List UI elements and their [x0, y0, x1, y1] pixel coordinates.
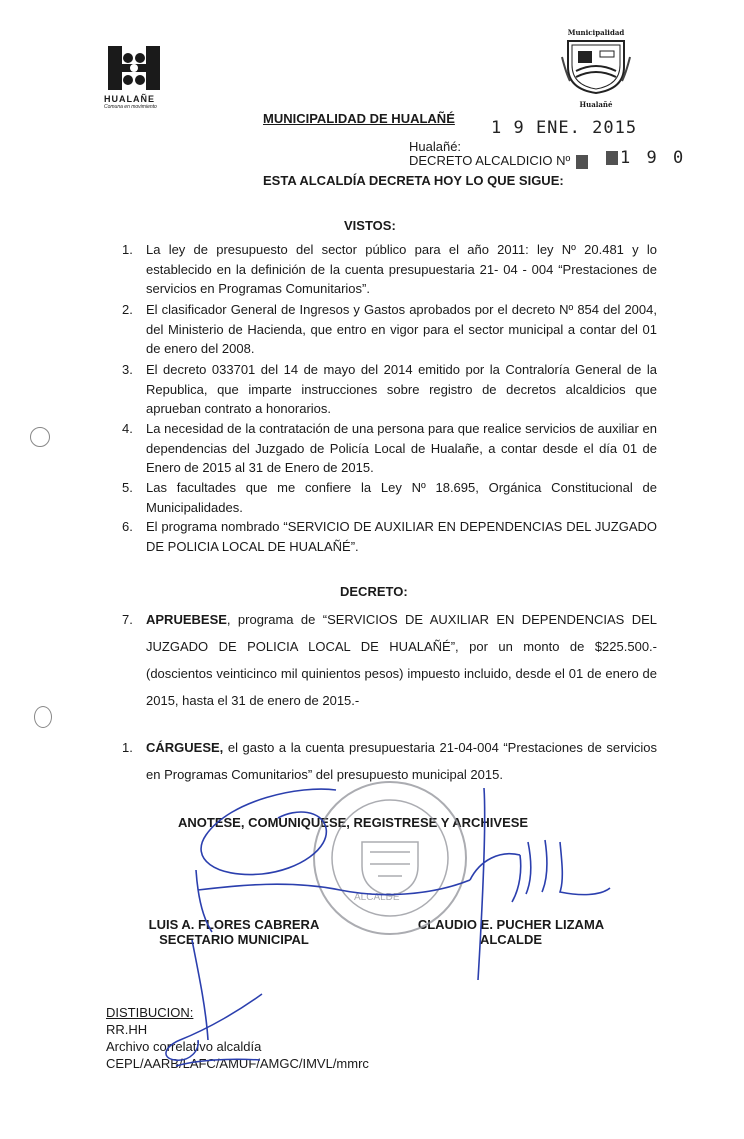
item-text: La necesidad de la contratación de una persona para que realice servicios de auxiliar en dependencias del Juzgado de Policía Local de Hualañe, a contar desde el día 01 de Enero de 2015 al 31 de Enero de 2015. — [146, 421, 657, 475]
signer-right-title: ALCALDE — [479, 932, 543, 947]
item-number: 3. — [122, 362, 133, 377]
signer-left-title: SECETARIO MUNICIPAL — [159, 932, 309, 947]
decree-label — [409, 153, 590, 169]
item-lead: CÁRGUESE, — [146, 740, 224, 755]
vistos-heading: VISTOS: — [344, 218, 396, 233]
page-title: MUNICIPALIDAD DE HUALAÑÉ — [263, 111, 455, 126]
logo-word: HUALAÑE — [104, 94, 155, 104]
crest-shield-icon — [560, 37, 632, 95]
vistos-item — [122, 517, 657, 556]
item-number: 7. — [122, 612, 133, 627]
vistos-item — [122, 419, 657, 478]
crest-bottom-text: Hualañé — [579, 100, 613, 109]
redaction-mark — [576, 155, 588, 169]
vistos-item — [122, 300, 657, 359]
decree-number-text: 1 9 0 — [620, 148, 687, 168]
item-text: El clasificador General de Ingresos y Gastos aprobados por el decreto Nº 854 del 2004, del Ministerio de Hacienda, que entro en vigor para el sector municipal a contar del 01 de enero del 2008. — [146, 302, 657, 356]
item-text: La ley de presupuesto del sector público para el año 2011: ley Nº 20.481 y lo establecido en la definición de la cuenta presupuestaria 21- 04 - 004 “Prestaciones de servicios en Programas Comunitarios”. — [146, 242, 657, 296]
punch-hole-mark — [30, 427, 50, 447]
vistos-item — [122, 240, 657, 299]
crest-top-text: Municipalidad — [567, 28, 625, 37]
distribution-line: CEPL/AARB/LAFC/AMUF/AMGC/IMVL/mmrc — [106, 1056, 369, 1071]
decree-statement: ESTA ALCALDÍA DECRETA HOY LO QUE SIGUE: — [263, 173, 564, 188]
item-text: El programa nombrado “SERVICIO DE AUXILIAR EN DEPENDENCIAS DEL JUZGADO DE POLICIA LOCAL DE HUALAÑÉ”. — [146, 519, 657, 554]
decreto-item — [122, 734, 657, 788]
decree-label-text: DECRETO ALCALDICIO Nº — [409, 153, 571, 168]
logo-tagline: Comuna en movimiento — [104, 104, 157, 110]
decreto-item — [122, 606, 657, 714]
item-number: 1. — [122, 740, 133, 755]
place-label: Hualañé: — [409, 139, 462, 154]
distribution-block — [106, 1004, 369, 1072]
logo-h-mark — [106, 44, 162, 92]
distribution-line: RR.HH — [106, 1022, 148, 1037]
signer-left-name: LUIS A. FLORES CABRERA — [148, 917, 320, 932]
seal-bottom-text: ALCALDE — [354, 892, 400, 903]
signer-right-name: CLAUDIO E. PUCHER LIZAMA — [417, 917, 605, 932]
municipal-seal — [314, 782, 466, 934]
closing-formula: ANOTESE, COMUNIQUESE, REGISTRESE Y ARCHIVESE — [178, 815, 529, 830]
item-lead: APRUEBESE — [146, 612, 227, 627]
municipality-logo — [104, 44, 170, 110]
municipal-crest — [560, 28, 632, 110]
stamped-date: 1 9 ENE. 2015 — [491, 118, 638, 138]
decreto-heading: DECRETO: — [340, 584, 408, 599]
redaction-mark — [606, 151, 618, 165]
item-number: 1. — [122, 242, 133, 257]
signer-left — [134, 917, 334, 947]
item-number: 4. — [122, 421, 133, 436]
distribution-heading: DISTIBUCION: — [106, 1005, 194, 1020]
item-number: 2. — [122, 302, 133, 317]
signer-right — [400, 917, 622, 947]
punch-hole-mark — [34, 706, 52, 728]
item-number: 6. — [122, 519, 133, 534]
distribution-line: Archivo correlativo alcaldía — [106, 1039, 262, 1054]
item-text: , programa de “SERVICIOS DE AUXILIAR EN DEPENDENCIAS DEL JUZGADO DE POLICIA LOCAL DE HUALAÑÉ”, por un monto de $225.500.- (doscientos veinticinco mil quinientos pesos) impuesto incluido, desde el 01 de enero de 2015, hasta el 31 de enero de 2015.- — [146, 612, 657, 708]
item-text: El decreto 033701 del 14 de mayo del 2014 emitido por la Contraloría General de la Republica, que imparte instrucciones sobre registro de decretos alcaldicios que aprueban contrato a honorarios. — [146, 362, 657, 416]
item-text: el gasto a la cuenta presupuestaria 21-04-004 “Prestaciones de servicios en Programas Comunitarios” del presupuesto municipal 2015. — [146, 740, 657, 782]
decree-number — [604, 148, 686, 168]
vistos-item — [122, 478, 657, 517]
item-text: Las facultades que me confiere la Ley Nº 18.695, Orgánica Constitucional de Municipalidades. — [146, 480, 657, 515]
vistos-item — [122, 360, 657, 419]
item-number: 5. — [122, 480, 133, 495]
